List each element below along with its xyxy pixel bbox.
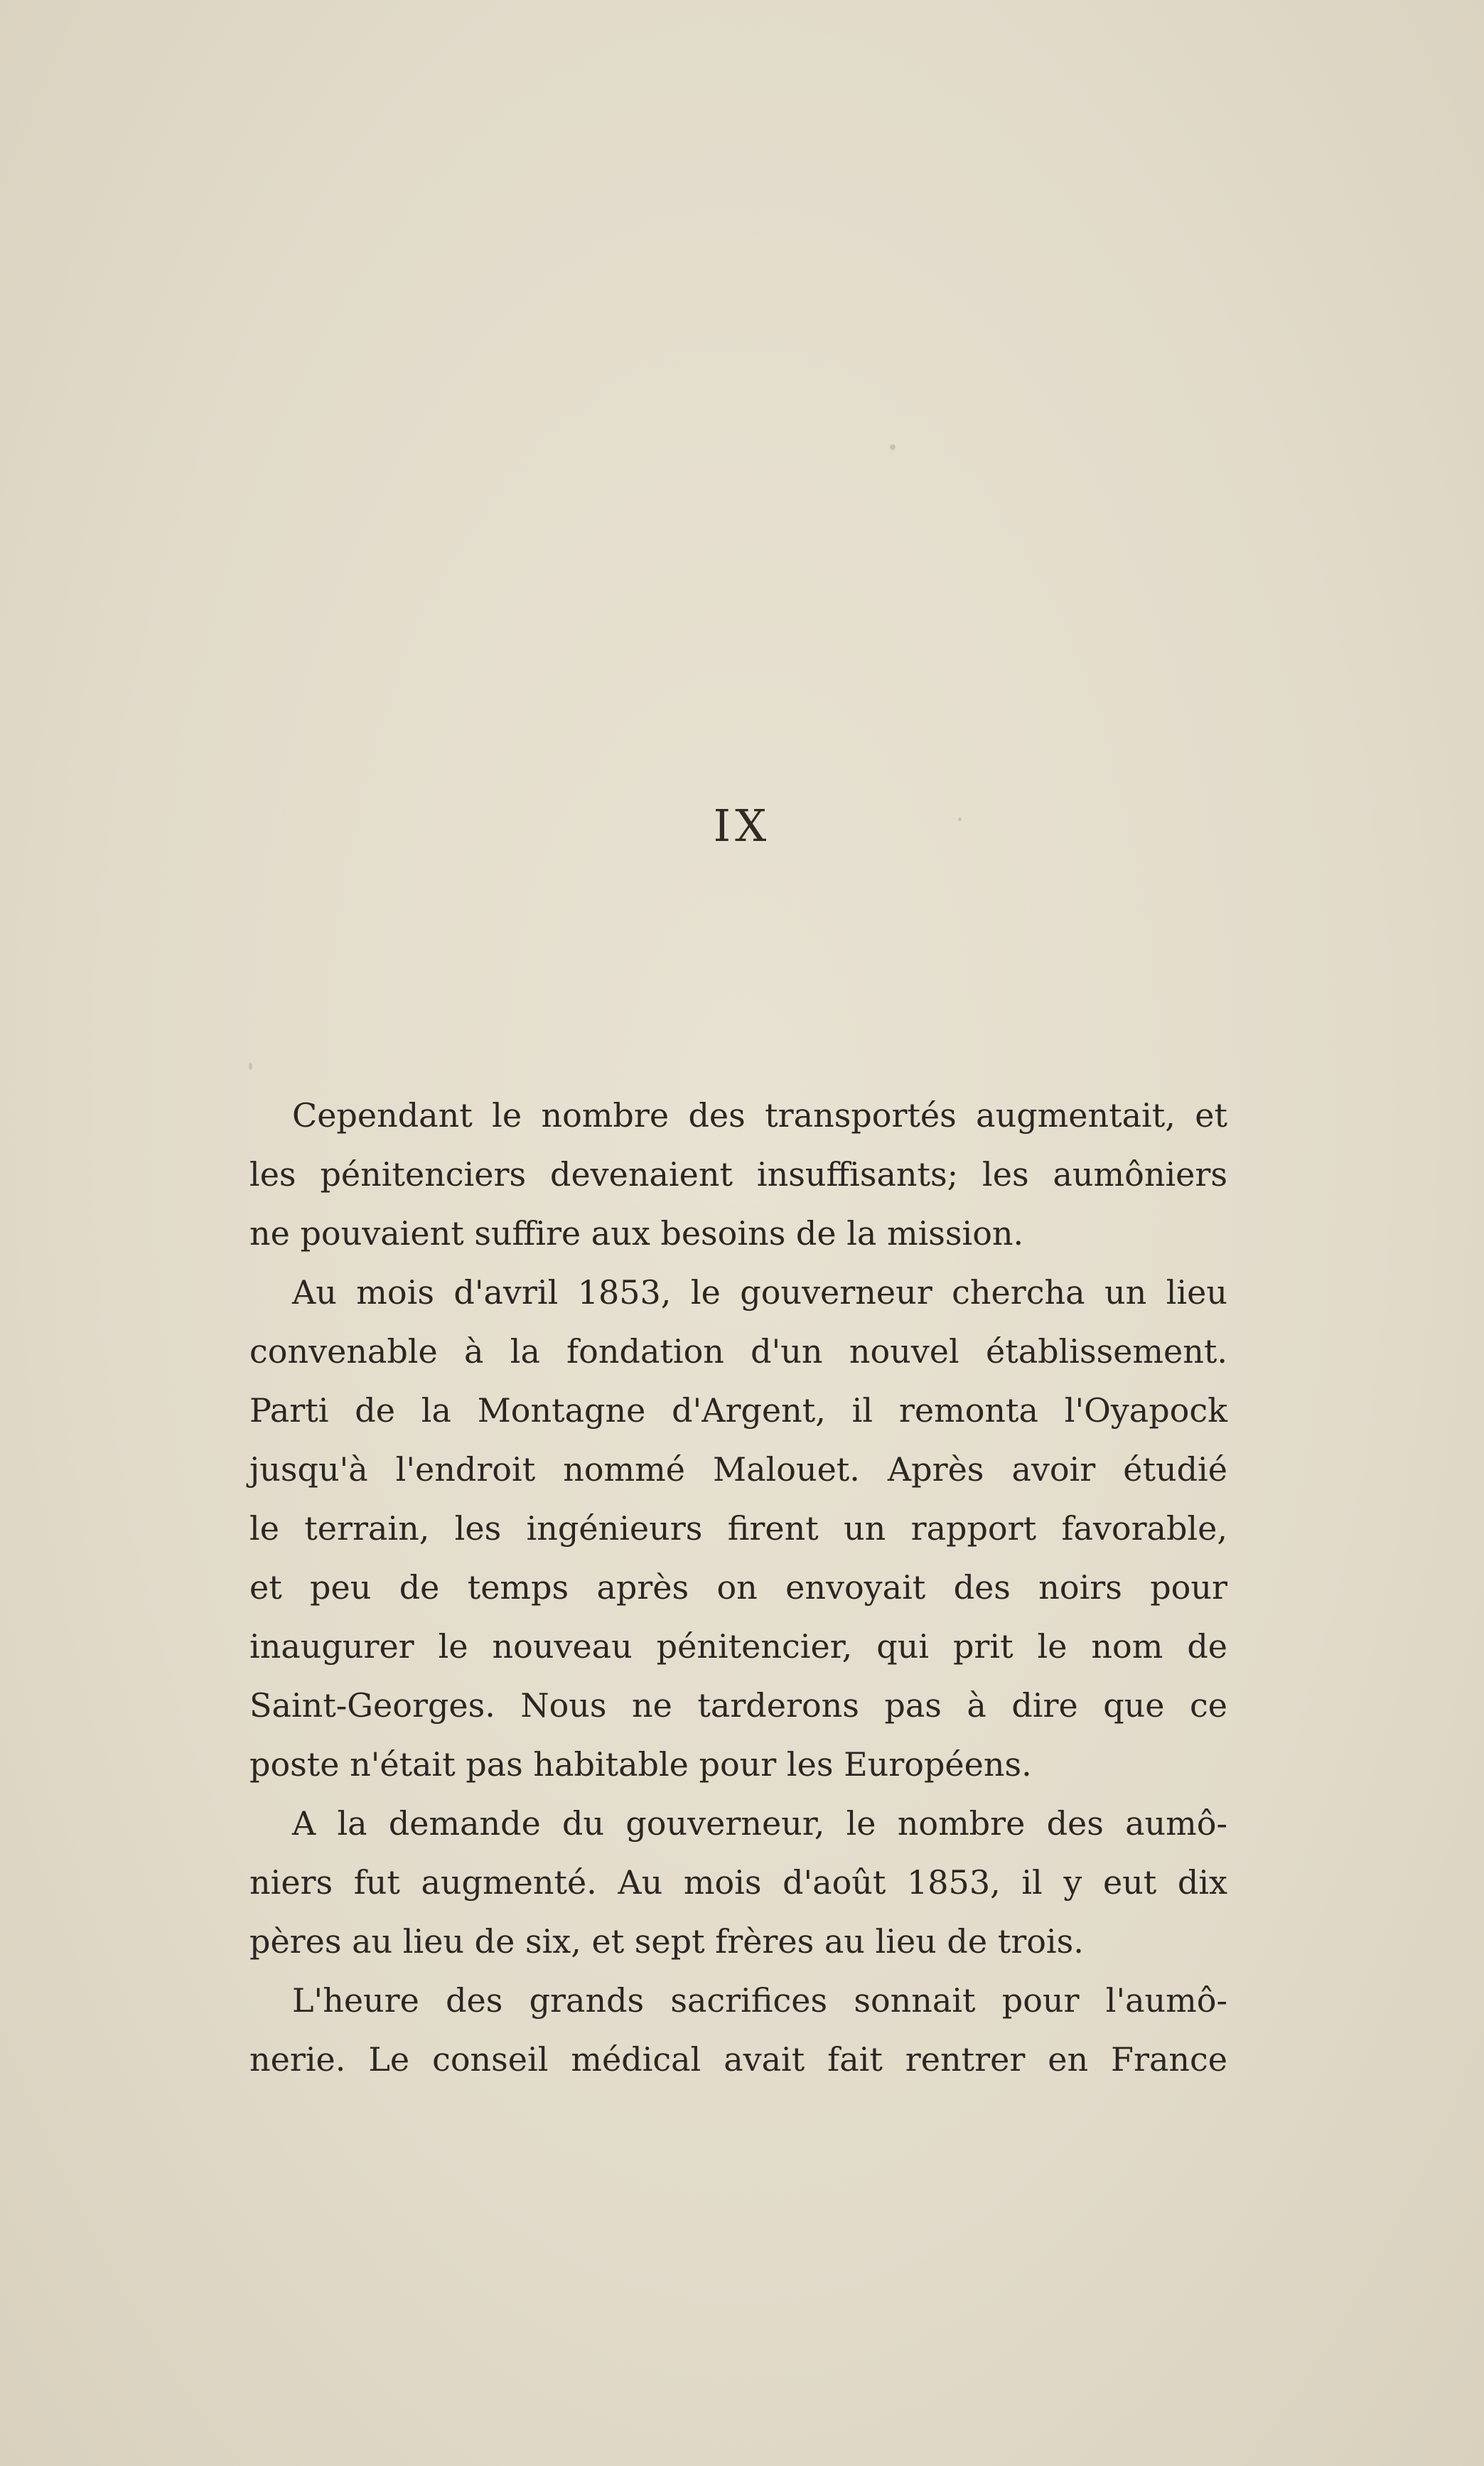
text-line: le terrain, les ingénieurs firent un rapport favorable, <box>249 1509 1227 1548</box>
text-line: inaugurer le nouveau pénitencier, qui prit le nom de <box>249 1627 1227 1666</box>
paper-speck <box>890 444 896 450</box>
text-line: nerie. Le conseil médical avait fait rentrer en France <box>249 2040 1227 2079</box>
text-line: Parti de la Montagne d'Argent, il remonta l'Oyapock <box>249 1391 1227 1430</box>
text-line: pères au lieu de six, et sept frères au lieu de trois. <box>249 1922 1084 1961</box>
text-line: les pénitenciers devenaient insuffisants; les aumôniers <box>249 1155 1227 1194</box>
paper-speck <box>249 1063 252 1070</box>
text-line: et peu de temps après on envoyait des noirs pour <box>249 1568 1227 1607</box>
text-line: Saint-Georges. Nous ne tarderons pas à dire que ce <box>249 1686 1227 1725</box>
chapter-number: IX <box>713 800 771 852</box>
text-line: L'heure des grands sacrifices sonnait pour l'aumô- <box>292 1981 1227 2020</box>
text-line: jusqu'à l'endroit nommé Malouet. Après avoir étudié <box>249 1450 1227 1489</box>
text-line: convenable à la fondation d'un nouvel établissement. <box>249 1332 1227 1371</box>
text-line: ne pouvaient suffire aux besoins de la mission. <box>249 1214 1024 1253</box>
text-line: Au mois d'avril 1853, le gouverneur chercha un lieu <box>292 1273 1227 1312</box>
text-line: Cependant le nombre des transportés augmentait, et <box>292 1096 1227 1135</box>
text-line: niers fut augmenté. Au mois d'août 1853, il y eut dix <box>249 1863 1227 1902</box>
text-line: poste n'était pas habitable pour les Européens. <box>249 1745 1032 1784</box>
text-line: A la demande du gouverneur, le nombre des aumô- <box>292 1804 1227 1843</box>
body-text <box>249 1086 1227 2089</box>
